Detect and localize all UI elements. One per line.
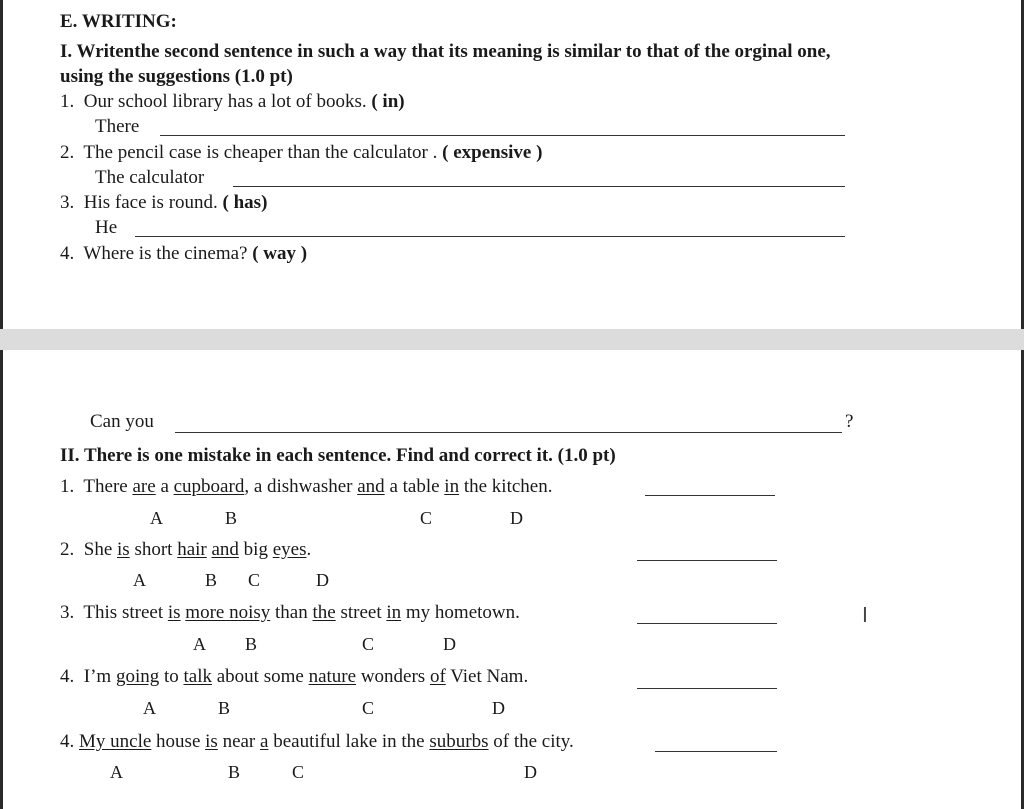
answer-line-4[interactable] [175, 432, 842, 433]
letter-d: D [492, 698, 505, 718]
part1-item-2 [60, 141, 542, 165]
sentence-text: This street [83, 602, 168, 623]
item-hint: ( in) [371, 91, 405, 112]
letter-b: B [228, 762, 241, 782]
sentence-text: Viet Nam. [445, 666, 529, 687]
letter-b: B [218, 698, 231, 718]
item-hint: ( expensive ) [442, 142, 543, 163]
question-mark: ? [845, 411, 854, 432]
option-d-word: in [444, 476, 460, 497]
part1-item-4 [60, 242, 307, 266]
correction-line-5[interactable] [655, 751, 777, 752]
letter-d: D [443, 634, 456, 654]
correction-line-3[interactable] [637, 623, 777, 624]
sentence-text: . [306, 539, 312, 560]
correction-line-2[interactable] [637, 560, 777, 561]
letter-c: C [420, 508, 433, 528]
sentence-text: my hometown. [401, 602, 520, 623]
option-c-word: and [211, 539, 239, 560]
option-c-word: a [260, 731, 269, 752]
answer-line-2[interactable] [233, 186, 845, 187]
item-number: 4. [60, 666, 75, 687]
sentence-text: of the city. [488, 731, 574, 752]
option-a-word: going [115, 666, 160, 687]
item-text: Where is the cinema? [83, 243, 248, 264]
letter-c: C [362, 634, 375, 654]
letter-a: A [150, 508, 163, 528]
letter-a: A [133, 570, 146, 590]
letter-d: D [316, 570, 329, 590]
part1-item-2-start: The calculator [95, 167, 205, 188]
letter-c: C [292, 762, 305, 782]
item-number: 2. [60, 142, 75, 163]
option-d-word: of [429, 666, 446, 687]
part2-item-1 [60, 475, 552, 499]
option-b-word: cupboard [173, 476, 245, 497]
part2-item-5 [60, 730, 574, 754]
item-text: His face is round. [83, 192, 218, 213]
sentence-text: house [151, 731, 206, 752]
option-b-word: talk [183, 666, 212, 687]
sentence-text: near [217, 731, 261, 752]
part1-item-4-start: Can you [90, 411, 154, 432]
letter-a: A [143, 698, 156, 718]
part2-item-2 [60, 538, 311, 562]
part2-item-3 [60, 601, 520, 625]
part2-title: II. There is one mistake in each sentence. Find and correct it. (1.0 pt) [60, 445, 616, 466]
sentence-text: There [83, 476, 133, 497]
option-d-word: in [386, 602, 402, 623]
letter-b: B [245, 634, 258, 654]
option-b-word: more noisy [185, 602, 271, 623]
sentence-text: street [335, 602, 387, 623]
item-text: Our school library has a lot of books. [83, 91, 367, 112]
option-b-word: hair [177, 539, 207, 560]
sentence-text: about some [212, 666, 309, 687]
option-a-word: are [132, 476, 156, 497]
sentence-text: the kitchen. [459, 476, 553, 497]
option-c-word: and [357, 476, 385, 497]
sentence-text: She [83, 539, 117, 560]
item-number: 2. [60, 539, 75, 560]
sentence-text: , a dishwasher [244, 476, 358, 497]
sentence-text: big [238, 539, 273, 560]
item-number: 4. [60, 243, 75, 264]
part1-title-line1: I. Writenthe second sentence in such a way that its meaning is similar to that of the orginal one, [60, 41, 831, 62]
item-number: 1. [60, 91, 75, 112]
sentence-text: short [129, 539, 178, 560]
sentence-text: beautiful lake in the [268, 731, 430, 752]
letter-b: B [205, 570, 218, 590]
sentence-text: to [159, 666, 184, 687]
part1-item-1-start: There [95, 116, 140, 137]
item-number: 3. [60, 602, 75, 623]
letter-c: C [248, 570, 261, 590]
section-title: E. WRITING: [60, 11, 177, 32]
sentence-text: wonders [356, 666, 430, 687]
part1-title-line2: using the suggestions (1.0 pt) [60, 66, 293, 87]
item-text: The pencil case is cheaper than the calculator . [83, 142, 438, 163]
page-border-left [0, 0, 3, 809]
page-break-gap [0, 329, 1024, 350]
sentence-text: than [270, 602, 313, 623]
item-number: 4. [60, 731, 75, 752]
option-a-word: My uncle [79, 731, 152, 752]
sentence-text: a [155, 476, 174, 497]
part2-item-4 [60, 665, 528, 689]
letter-d: D [510, 508, 523, 528]
part1-item-3-start: He [95, 217, 118, 238]
item-hint: ( has) [222, 192, 268, 213]
letter-a: A [110, 762, 123, 782]
option-c-word: the [312, 602, 336, 623]
option-a-word: is [117, 539, 130, 560]
option-a-word: is [167, 602, 181, 623]
item-number: 1. [60, 476, 75, 497]
letter-b: B [225, 508, 238, 528]
correction-line-1[interactable] [645, 495, 775, 496]
part1-item-1 [60, 90, 405, 114]
letter-c: C [362, 698, 375, 718]
item-number: 3. [60, 192, 75, 213]
text-cursor-icon: I [862, 603, 868, 627]
option-d-word: eyes [272, 539, 307, 560]
letter-a: A [193, 634, 206, 654]
sentence-text: I’m [83, 666, 116, 687]
answer-line-1[interactable] [160, 135, 845, 136]
sentence-text: a table [384, 476, 445, 497]
option-d-word: suburbs [429, 731, 489, 752]
part1-item-3 [60, 191, 267, 215]
option-b-word: is [205, 731, 218, 752]
answer-line-3[interactable] [135, 236, 845, 237]
option-c-word: nature [308, 666, 357, 687]
item-hint: ( way ) [252, 243, 308, 264]
correction-line-4[interactable] [637, 688, 777, 689]
letter-d: D [524, 762, 537, 782]
